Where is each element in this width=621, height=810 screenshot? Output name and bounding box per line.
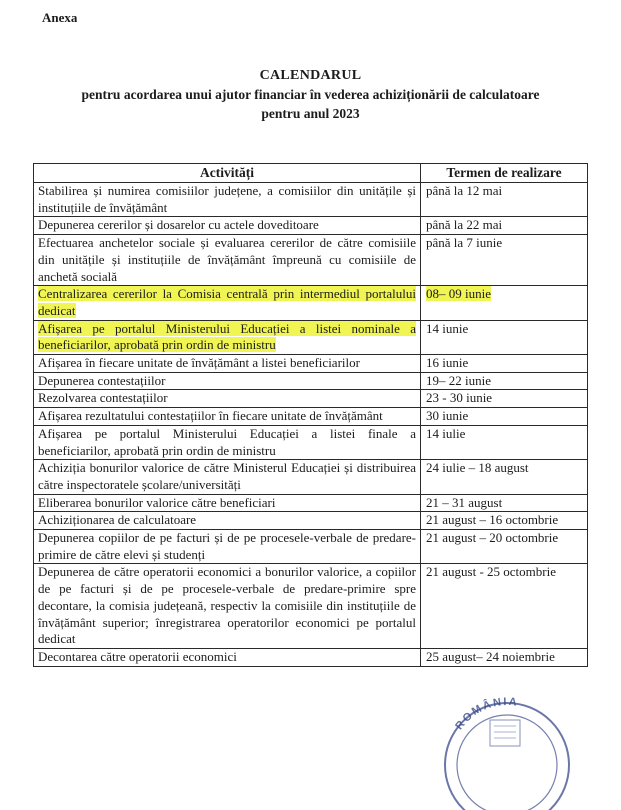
table-row-highlighted	[34, 320, 588, 354]
table-row	[34, 460, 588, 494]
table-row	[34, 372, 588, 390]
activity-cell: Afișarea pe portalul Ministerului Educației a listei finale a beneficiarilor, aprobată prin ordin de ministru	[34, 425, 421, 459]
table-row	[34, 648, 588, 666]
activity-cell: Efectuarea anchetelor sociale și evaluarea cererilor de către comisiile din unitățile și instituțiile de învățământ împreună cu comisiile de anchetă socială	[34, 235, 421, 286]
table-row	[34, 564, 588, 649]
deadline-cell: 21 august - 25 octombrie	[421, 564, 588, 649]
highlighted-text: 08– 09 iunie	[426, 286, 491, 302]
activity-cell: Decontarea către operatorii economici	[34, 648, 421, 666]
highlighted-text: Afișarea pe portalul Ministerului Educației a listei nominale a beneficiarilor, aprobată prin ordin de ministru	[38, 320, 416, 353]
activity-cell: Stabilirea și numirea comisiilor județene, a comisiilor din unitățile și instituțiile de învățământ	[34, 183, 421, 217]
table-row	[34, 512, 588, 530]
deadline-cell: 30 iunie	[421, 408, 588, 426]
deadline-cell: 14 iunie	[421, 320, 588, 354]
activity-cell: Depunerea copiilor de pe facturi și de pe procesele-verbale de predare-primire de către elevi și studenți	[34, 530, 421, 564]
deadline-cell: 21 august – 16 octombrie	[421, 512, 588, 530]
table-row-highlighted	[34, 286, 588, 320]
activity-cell: Eliberarea bonurilor valorice către beneficiari	[34, 494, 421, 512]
deadline-cell: 25 august– 24 noiembrie	[421, 648, 588, 666]
activity-cell: Afișarea rezultatului contestațiilor în fiecare unitate de învățământ	[34, 408, 421, 426]
title-main: CALENDARUL	[259, 68, 362, 83]
svg-text:ROMÂNIA	[453, 696, 519, 732]
header-activities: Activități	[34, 164, 421, 183]
annex-label: Anexa	[42, 10, 78, 25]
deadline-cell: 16 iunie	[421, 355, 588, 373]
activity-cell: Afișarea în fiecare unitate de învățământ a listei beneficiarilor	[34, 355, 421, 373]
activity-cell: Achiziția bonurilor valorice de către Ministerul Educației și distribuirea către inspectoratele școlare/universități	[34, 460, 421, 494]
header-deadline: Termen de realizare	[421, 164, 588, 183]
table-row	[34, 425, 588, 459]
deadline-cell: 24 iulie – 18 august	[421, 460, 588, 494]
table-row	[34, 390, 588, 408]
calendar-table	[33, 163, 588, 667]
deadline-cell: 19– 22 iunie	[421, 372, 588, 390]
deadline-cell: 21 august – 20 octombrie	[421, 530, 588, 564]
deadline-cell: până la 22 mai	[421, 217, 588, 235]
activity-cell: Rezolvarea contestațiilor	[34, 390, 421, 408]
table-row	[34, 494, 588, 512]
table-header-row	[34, 164, 588, 183]
activity-cell: Depunerea cererilor și dosarelor cu actele doveditoare	[34, 217, 421, 235]
deadline-cell: până la 12 mai	[421, 183, 588, 217]
activity-cell	[34, 286, 421, 320]
activity-cell: Depunerea contestațiilor	[34, 372, 421, 390]
deadline-cell: 21 – 31 august	[421, 494, 588, 512]
table-row	[34, 355, 588, 373]
deadline-cell: până la 7 iunie	[421, 235, 588, 286]
highlighted-text: Centralizarea cererilor la Comisia centrală prin intermediul portalului dedicat	[38, 286, 416, 318]
table-row	[34, 408, 588, 426]
title-year: pentru anul 2023	[261, 106, 360, 121]
table-row	[34, 235, 588, 286]
activity-cell	[34, 320, 421, 354]
document-title	[0, 66, 621, 123]
title-subtitle: pentru acordarea unui ajutor financiar în vederea achiziționării de calculatoare	[81, 87, 540, 102]
table-row	[34, 530, 588, 564]
deadline-cell: 23 - 30 iunie	[421, 390, 588, 408]
activity-cell: Depunerea de către operatorii economici a bonurilor valorice, a copiilor de pe facturi și de pe procesele-verbale de predare-primire spre decontare, la comisia județeană, respectiv la comisiile din instituțiile de învățământ superior; înregistrarea operatorilor economici pe portalul dedicat	[34, 564, 421, 649]
table-row	[34, 217, 588, 235]
deadline-cell	[421, 286, 588, 320]
deadline-cell: 14 iulie	[421, 425, 588, 459]
stamp-text: ROMÂNIA	[453, 695, 520, 733]
table-row	[34, 183, 588, 217]
official-stamp-seal	[432, 690, 582, 810]
activity-cell: Achiziționarea de calculatoare	[34, 512, 421, 530]
